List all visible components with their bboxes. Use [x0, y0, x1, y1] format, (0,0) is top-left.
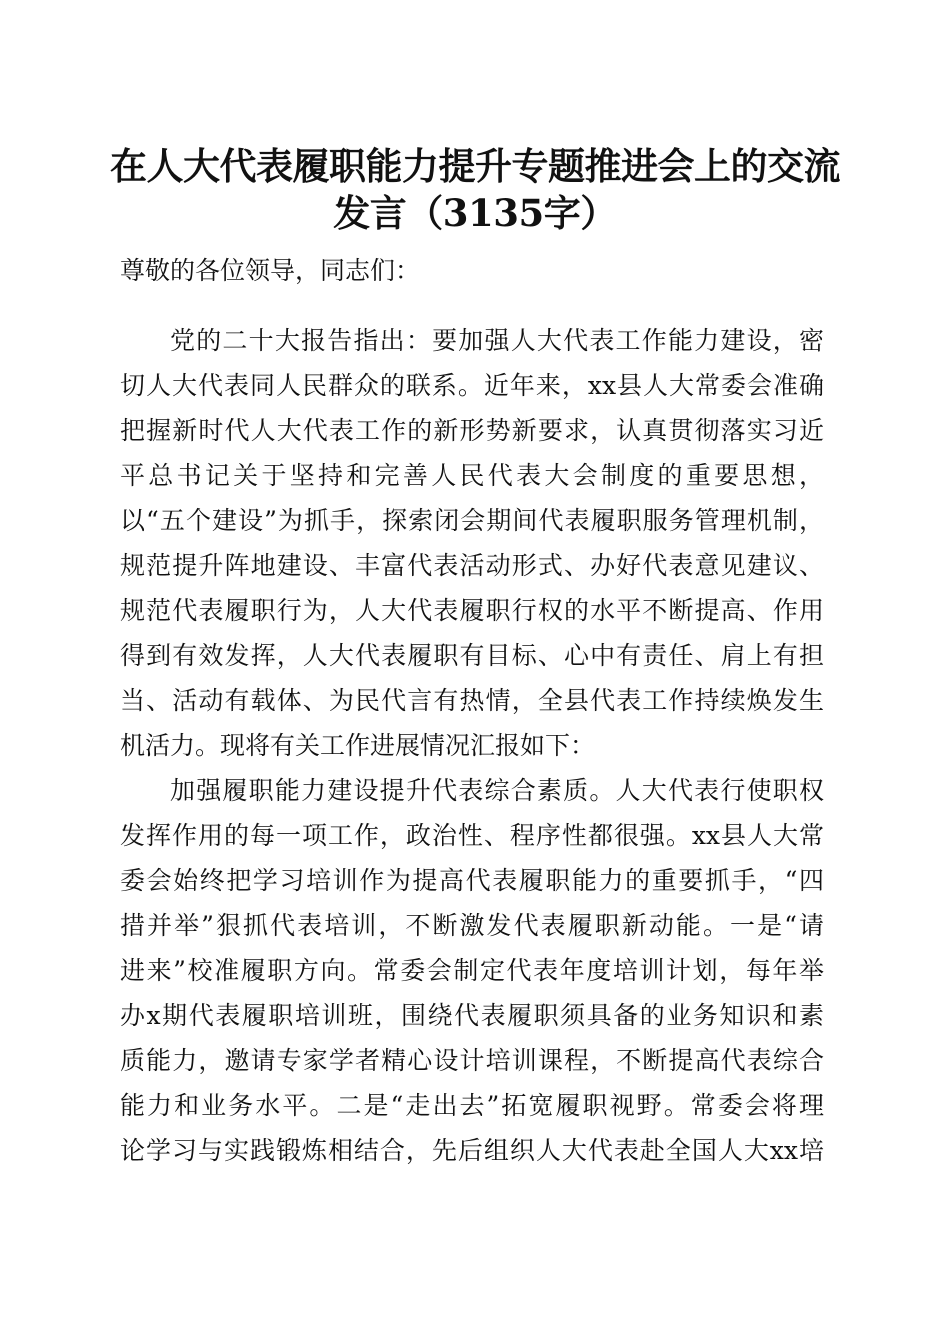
paragraph-1-line: 把握新时代人大代表工作的新形势新要求，认真贯彻落实习近: [120, 416, 824, 445]
paragraph-2-line: 办x期代表履职培训班，围绕代表履职须具备的业务知识和素: [120, 1001, 824, 1030]
document-title-line-2: 发言（3135字）: [333, 191, 617, 235]
paragraph-1-line: 平总书记关于坚持和完善人民代表大会制度的重要思想，: [120, 461, 824, 490]
paragraph-2-line: 进来”校准履职方向。常委会制定代表年度培训计划，每年举: [120, 956, 824, 985]
paragraph-1-line: 机活力。现将有关工作进展情况汇报如下：: [120, 731, 596, 760]
paragraph-2-line: 质能力，邀请专家学者精心设计培训课程，不断提高代表综合: [120, 1046, 824, 1075]
salutation: 尊敬的各位领导，同志们：: [120, 256, 421, 285]
paragraph-1-line: 切人大代表同人民群众的联系。近年来，xx县人大常委会准确: [120, 371, 824, 400]
paragraph-1-line: 以“五个建设”为抓手，探索闭会期间代表履职服务管理机制，: [120, 506, 824, 535]
paragraph-2-line: 加强履职能力建设提升代表综合素质。人大代表行使职权: [170, 776, 824, 805]
paragraph-2-line: 论学习与实践锻炼相结合，先后组织人大代表赴全国人大xx培: [120, 1136, 824, 1165]
paragraph-2-line: 发挥作用的每一项工作，政治性、程序性都很强。xx县人大常: [120, 821, 824, 850]
paragraph-1-line: 得到有效发挥，人大代表履职有目标、心中有责任、肩上有担: [120, 641, 824, 670]
paragraph-2-line: 能力和业务水平。二是“走出去”拓宽履职视野。常委会将理: [120, 1091, 824, 1120]
document-title-line-1: 在人大代表履职能力提升专题推进会上的交流: [110, 144, 840, 188]
paragraph-2-line: 措并举”狠抓代表培训，不断激发代表履职新动能。一是“请: [120, 911, 824, 940]
paragraph-2-line: 委会始终把学习培训作为提高代表履职能力的重要抓手，“四: [120, 866, 824, 895]
paragraph-1-line: 当、活动有载体、为民代言有热情，全县代表工作持续焕发生: [120, 686, 824, 715]
paragraph-1-line: 党的二十大报告指出：要加强人大代表工作能力建设，密: [170, 326, 824, 355]
paragraph-1-line: 规范提升阵地建设、丰富代表活动形式、办好代表意见建议、: [120, 551, 824, 580]
paragraph-1-line: 规范代表履职行为，人大代表履职行权的水平不断提高、作用: [120, 596, 824, 625]
